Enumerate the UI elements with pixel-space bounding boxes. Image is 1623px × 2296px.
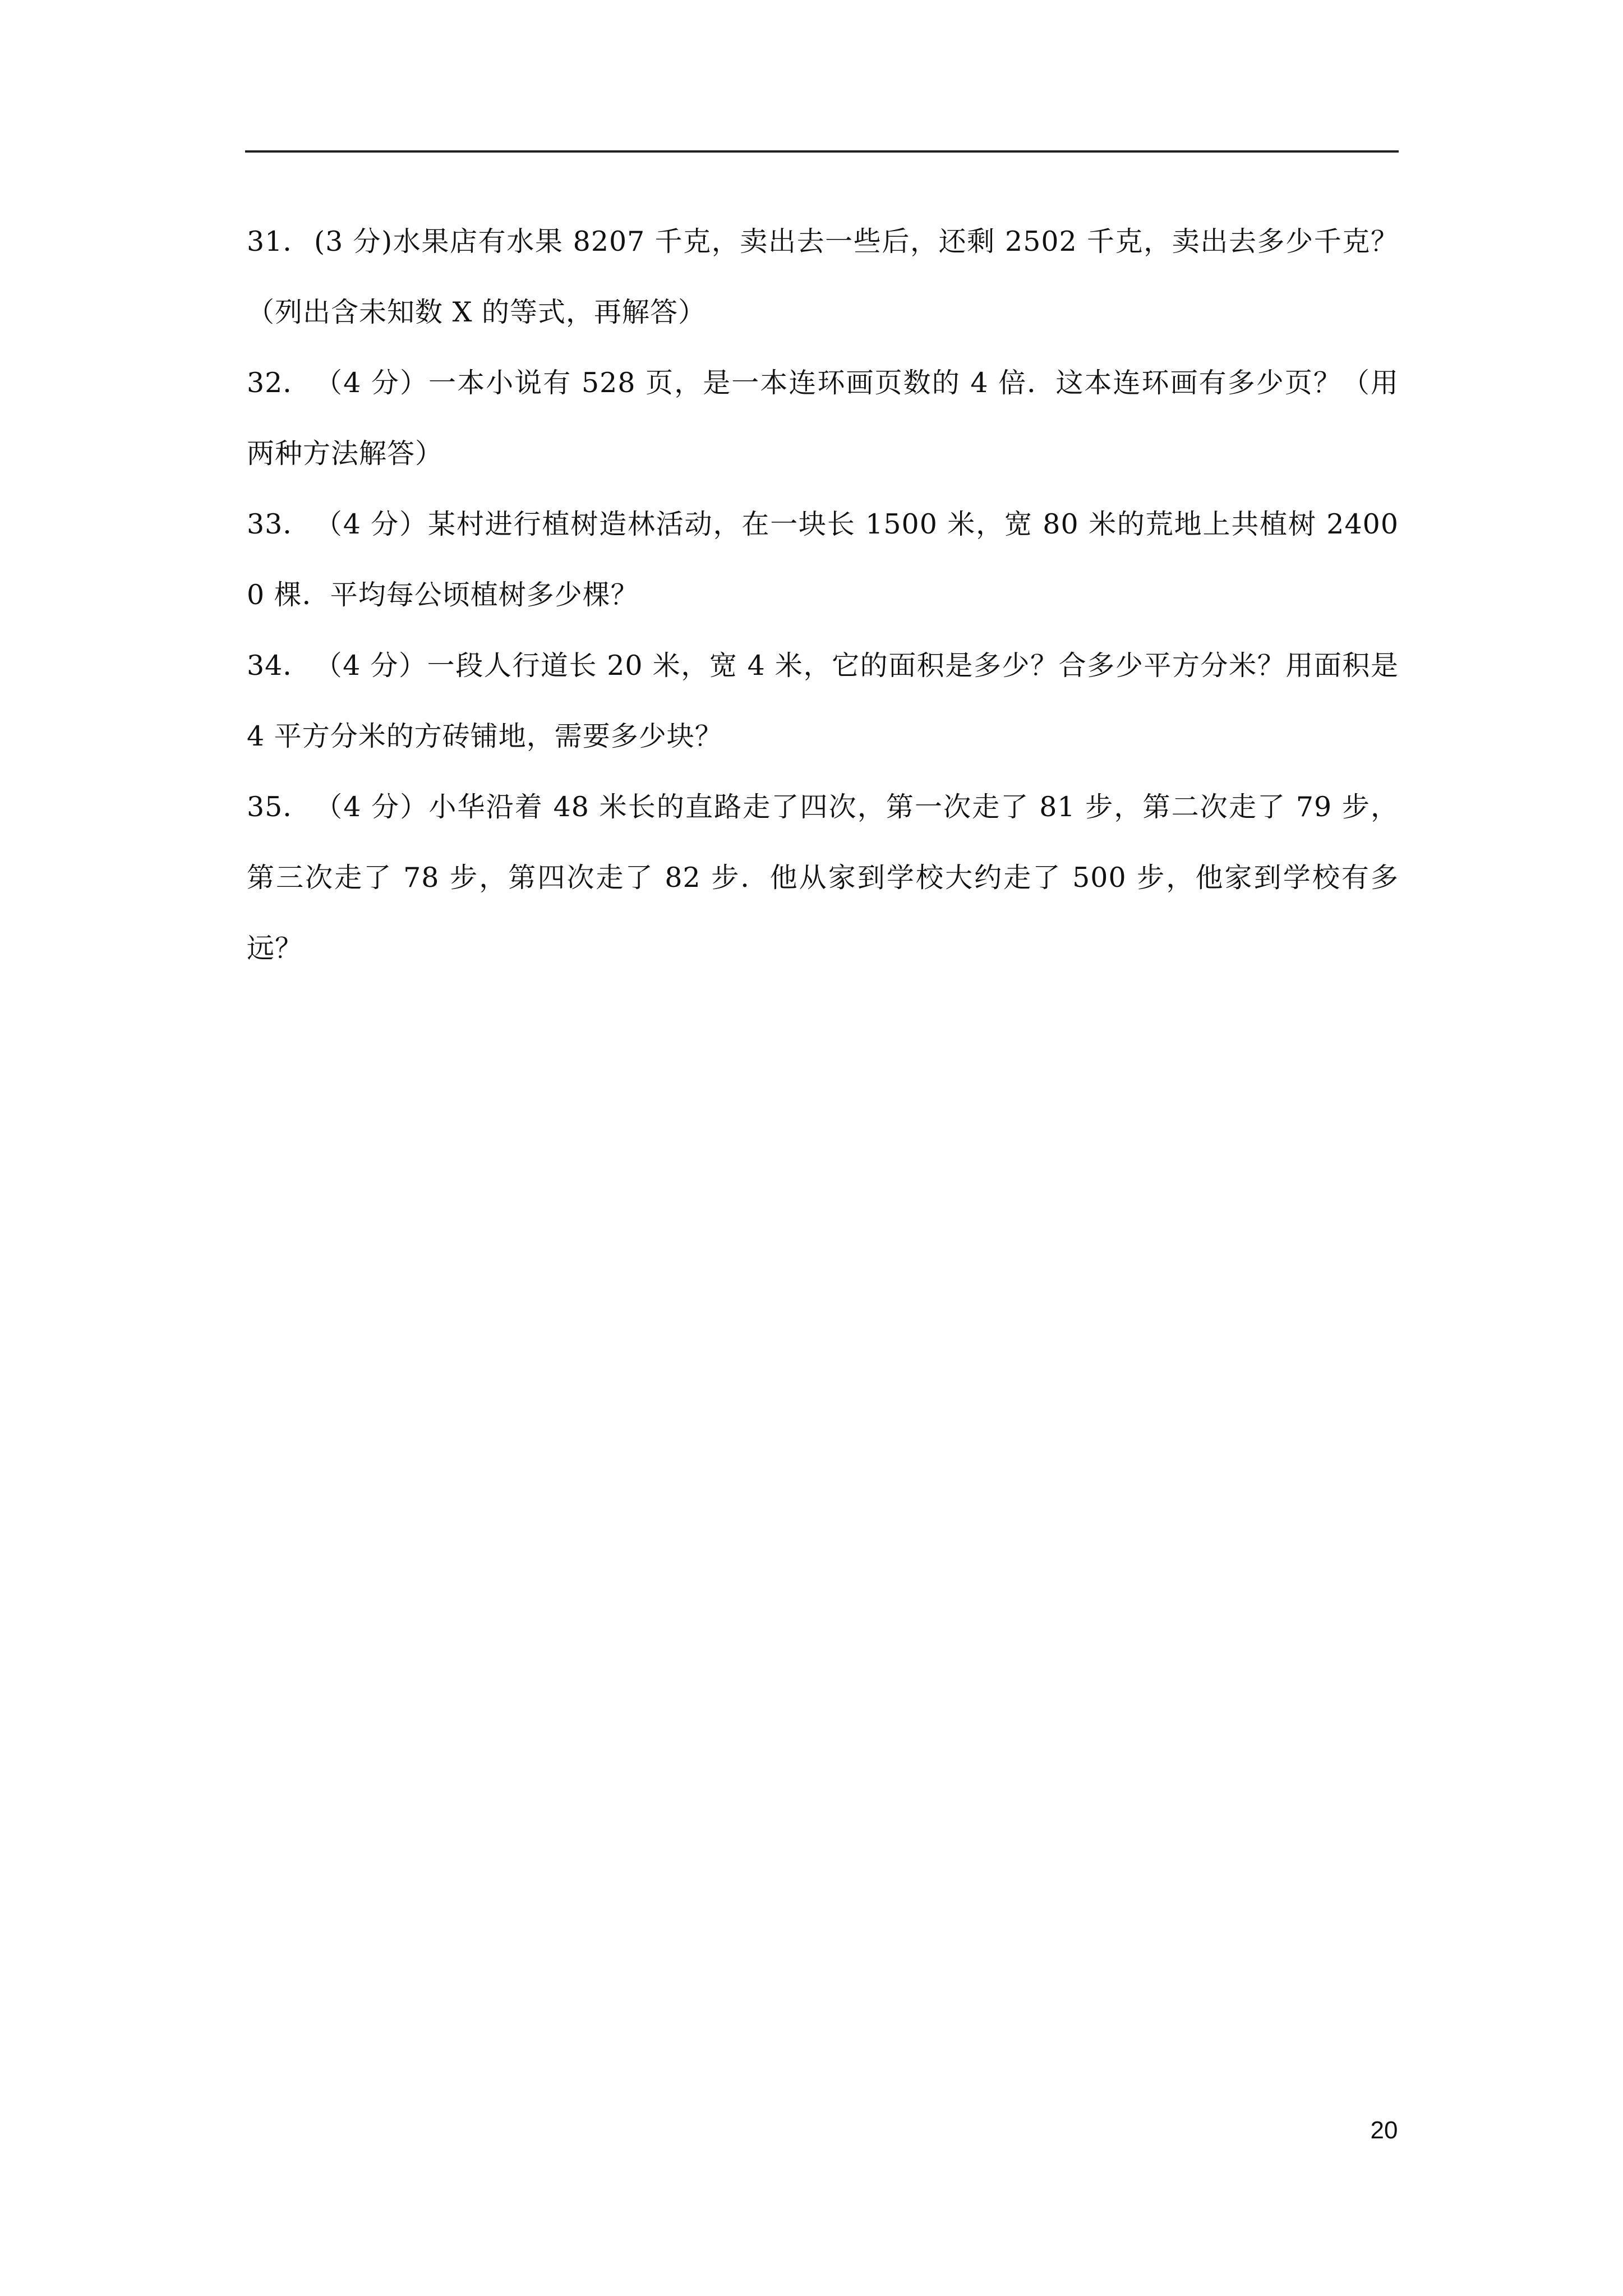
question-number: 35． — [247, 791, 311, 823]
question-number: 34． — [247, 650, 311, 682]
question-35 — [247, 772, 1399, 984]
page-number: 20 — [1370, 2116, 1398, 2144]
question-34 — [247, 631, 1399, 772]
question-list — [247, 206, 1399, 984]
question-text: （4 分）一段人行道长 20 米，宽 4 米，它的面积是多少？合多少平方分米？用面积是 4 平方分米的方砖铺地，需要多少块？ — [247, 650, 1399, 752]
question-31 — [247, 206, 1399, 348]
header-rule — [245, 150, 1399, 153]
question-text: （4 分）某村进行植树造林活动，在一块长 1500 米，宽 80 米的荒地上共植树 24000 棵．平均每公顷植树多少棵？ — [247, 508, 1399, 611]
question-text: （4 分）小华沿着 48 米长的直路走了四次，第一次走了 81 步，第二次走了 79 步，第三次走了 78 步，第四次走了 82 步．他从家到学校大约走了 500 步，他家到学校有多远？ — [247, 791, 1399, 964]
question-number: 32． — [247, 367, 311, 399]
question-number: 31． — [247, 226, 311, 257]
question-text: (3 分)水果店有水果 8207 千克，卖出去一些后，还剩 2502 千克，卖出去多少千克？（列出含未知数 X 的等式，再解答） — [247, 226, 1399, 328]
question-32 — [247, 348, 1399, 489]
question-number: 33． — [247, 508, 311, 540]
question-text: （4 分）一本小说有 528 页，是一本连环画页数的 4 倍．这本连环画有多少页？（用两种方法解答） — [247, 367, 1399, 470]
question-33 — [247, 489, 1399, 631]
